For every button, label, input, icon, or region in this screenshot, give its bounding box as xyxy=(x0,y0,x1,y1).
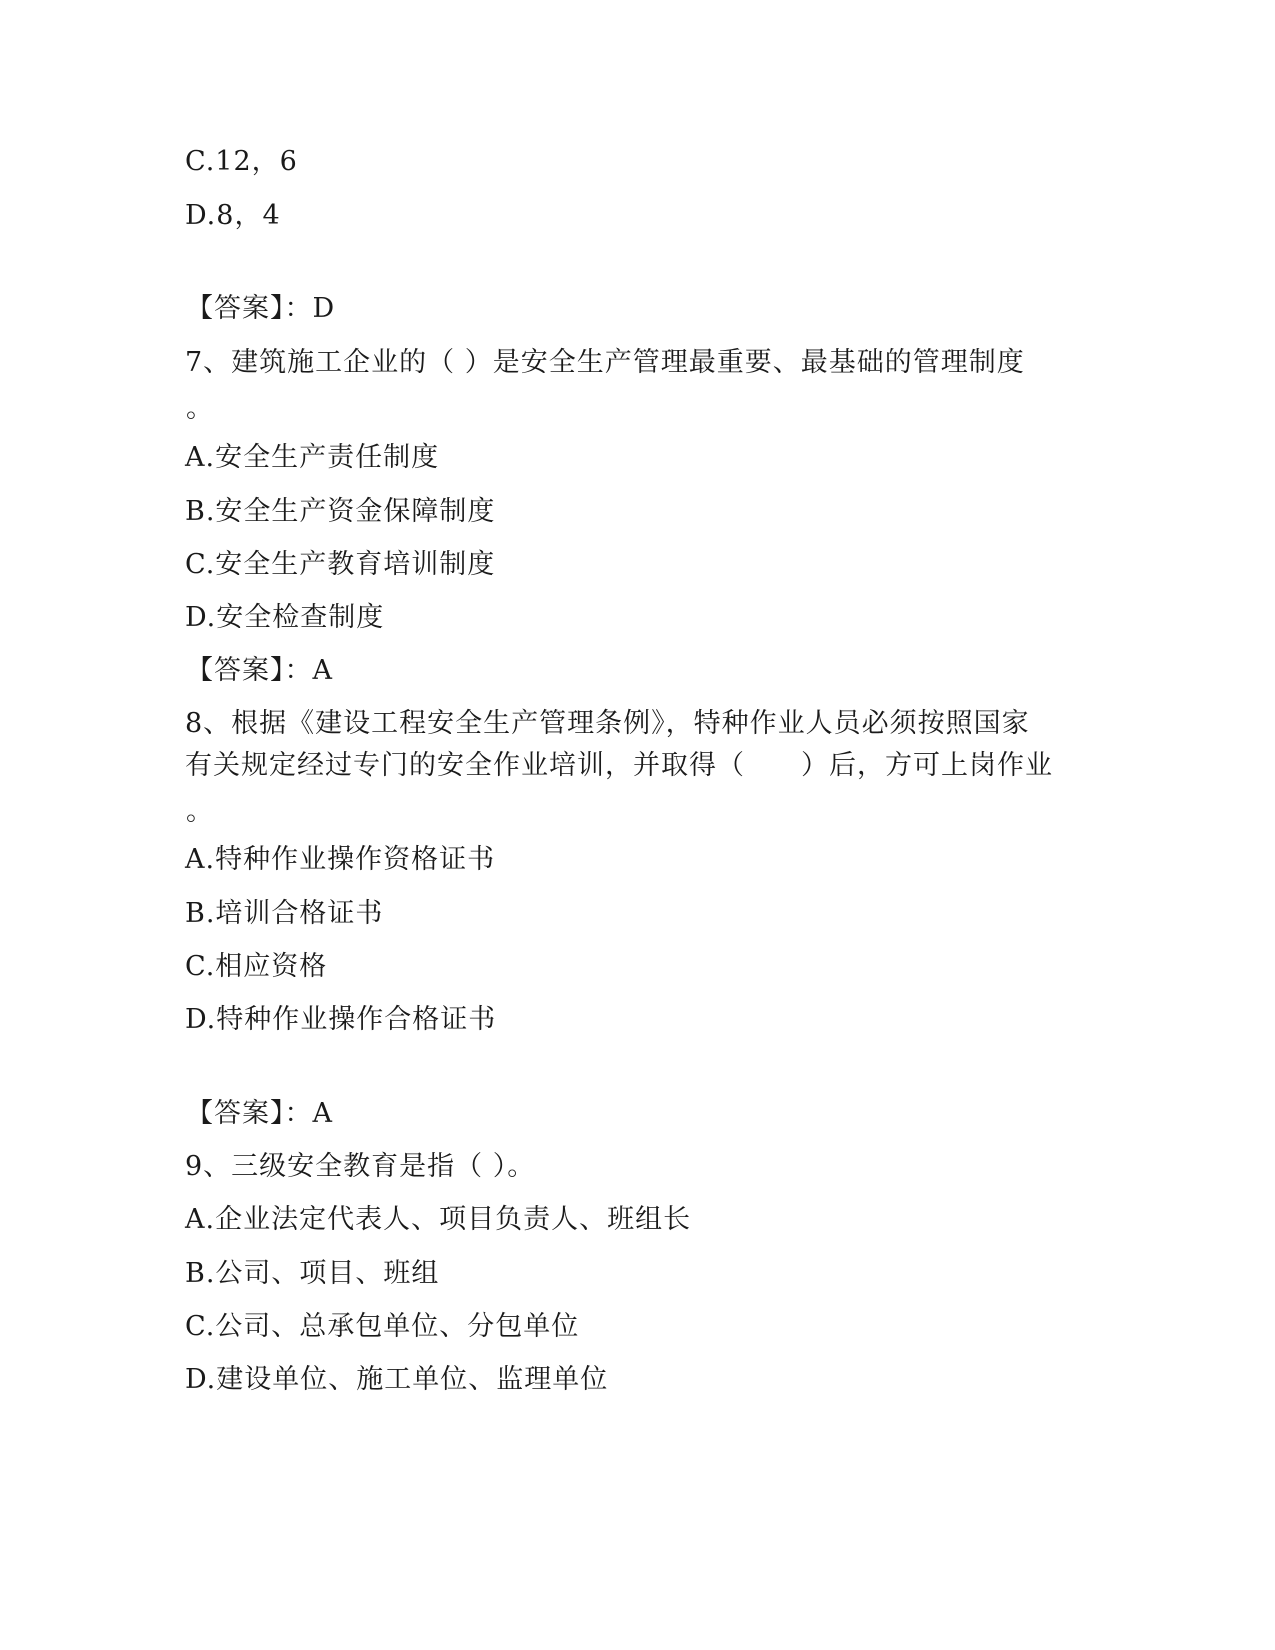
q7-option-b: B.安全生产资金保障制度 xyxy=(185,496,496,527)
q7-stem-line-1: 7、建筑施工企业的（ ）是安全生产管理最重要、最基础的管理制度 xyxy=(185,347,1025,378)
q8-option-c: C.相应资格 xyxy=(185,951,328,982)
q9-stem: 9、三级安全教育是指（ ）。 xyxy=(185,1151,536,1182)
q9-option-a: A.企业法定代表人、项目负责人、班组长 xyxy=(185,1204,692,1235)
q7-option-a: A.安全生产责任制度 xyxy=(185,442,440,473)
q6-option-c: C.12，6 xyxy=(185,146,298,177)
q7-stem-line-2: 。 xyxy=(186,393,214,424)
q8-answer: 【答案】：A xyxy=(186,1098,333,1129)
q7-option-d: D.安全检查制度 xyxy=(185,602,385,633)
q8-option-a: A.特种作业操作资格证书 xyxy=(185,844,496,875)
q8-option-b: B.培训合格证书 xyxy=(185,898,384,929)
q9-option-b: B.公司、项目、班组 xyxy=(185,1258,440,1289)
q8-stem-line-3: 。 xyxy=(186,796,214,827)
q8-stem-line-2: 有关规定经过专门的安全作业培训，并取得（ ）后，方可上岗作业 xyxy=(185,750,1053,781)
q8-stem-line-1: 8、根据《建设工程安全生产管理条例》，特种作业人员必须按照国家 xyxy=(185,708,1030,739)
q6-answer: 【答案】：D xyxy=(186,293,336,324)
q7-answer: 【答案】：A xyxy=(186,655,333,686)
q9-option-c: C.公司、总承包单位、分包单位 xyxy=(185,1311,580,1342)
q7-option-c: C.安全生产教育培训制度 xyxy=(185,549,496,580)
q9-option-d: D.建设单位、施工单位、监理单位 xyxy=(185,1364,609,1395)
q6-option-d: D.8，4 xyxy=(185,200,281,231)
q8-option-d: D.特种作业操作合格证书 xyxy=(185,1004,497,1035)
